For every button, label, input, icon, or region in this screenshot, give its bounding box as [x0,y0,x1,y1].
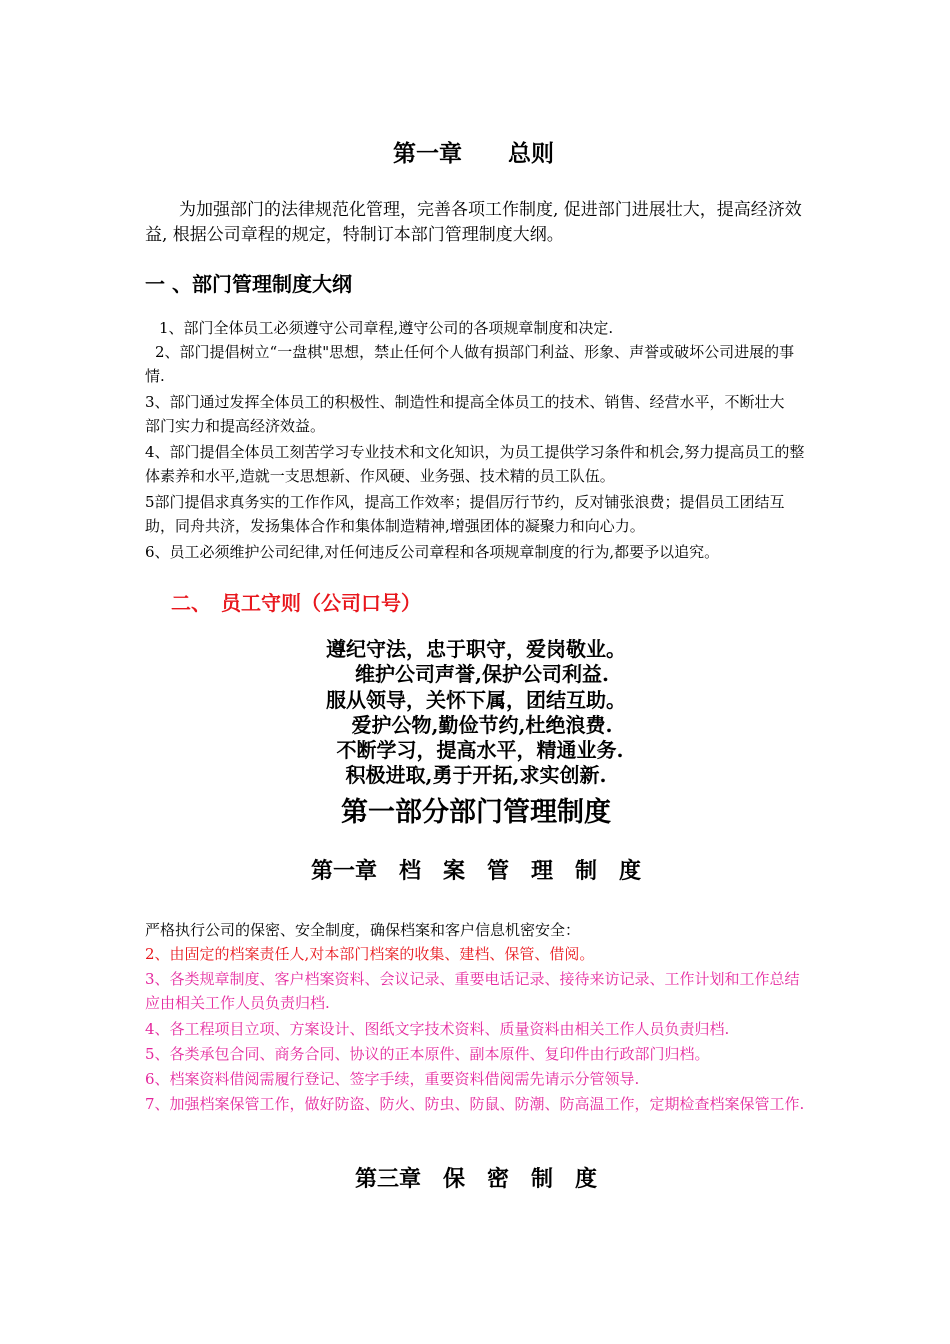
chapter-title: 第一章 总则 [393,140,554,167]
archive-item: 4、各工程项目立项、方案设计、图纸文字技术资料、质量资料由相关工作人员负责归档. [145,1020,730,1038]
slogan-line: 遵纪守法，忠于职守，爱岗敬业。 [326,637,626,661]
archive-item: 5、各类承包合同、商务合同、协议的正本原件、副本原件、复印件由行政部门归档。 [145,1045,710,1063]
chapter-heading: 第三章 保 密 制 度 [354,1166,597,1192]
slogan-line: 积极进取,勇于开拓,求实创新. [345,763,607,787]
rule-item: 1、部门全体员工必须遵守公司章程,遵守公司的各项规章制度和决定. [159,319,614,337]
archive-item: 7、加强档案保管工作，做好防盗、防火、防虫、防鼠、防潮、防高温工作，定期检查档案保管工作. [145,1095,805,1113]
slogan-line: 爱护公物,勤俭节约,杜绝浪费. [351,713,613,737]
rule-item: 4、部门提倡全体员工刻苦学习专业技术和文化知识，为员工提供学习条件和机会,努力提高员工的整体素养和水平,造就一支思想新、作风硬、业务强、技术精的员工队伍。 [145,443,805,485]
rule-item: 6、员工必须维护公司纪律,对任何违反公司章程和各项规章制度的行为,都要予以追究。 [145,543,720,561]
slogan-line: 维护公司声誉,保护公司利益. [355,662,609,686]
rule-item: 2、部门提倡树立“一盘棋"思想，禁止任何个人做有损部门利益、形象、声誉或破坏公司进展的事情. [145,343,795,385]
section-heading-red: 二、 员工守则（公司口号） [171,591,421,615]
slogan-line: 服从领导，关怀下属，团结互助。 [326,688,626,712]
section-heading: 一 、部门管理制度大纲 [145,272,352,296]
archive-item: 3、各类规章制度、客户档案资料、会议记录、重要电话记录、接待来访记录、工作计划和工作总结应由相关工作人员负责归档. [145,970,800,1012]
rule-item: 3、部门通过发挥全体员工的积极性、制造性和提高全体员工的技术、销售、经营水平，不断壮大部门实力和提高经济效益。 [145,393,785,435]
archive-item: 6、档案资料借阅需履行登记、签字手续，重要资料借阅需先请示分管领导. [145,1070,640,1088]
intro-paragraph: 为加强部门的法律规范化管理，完善各项工作制度, 促进部门进展壮大，提高经济效益, 根据公司章程的规定，特制订本部门管理制度大纲。 [145,200,802,245]
chapter-heading: 第一章 档 案 管 理 制 度 [310,858,641,884]
rule-item: 5部门提倡求真务实的工作作风，提高工作效率；提倡厉行节约，反对铺张浪费；提倡员工团结互助，同舟共济，发扬集体合作和集体制造精神,增强团体的凝聚力和向心力。 [145,493,785,535]
archive-item: 严格执行公司的保密、安全制度，确保档案和客户信息机密安全： [145,921,581,939]
part-title: 第一部分部门管理制度 [341,797,611,828]
archive-item: 2、由固定的档案责任人,对本部门档案的收集、建档、保管、借阅。 [145,945,595,963]
slogan-line: 不断学习，提高水平，精通业务. [336,738,624,762]
